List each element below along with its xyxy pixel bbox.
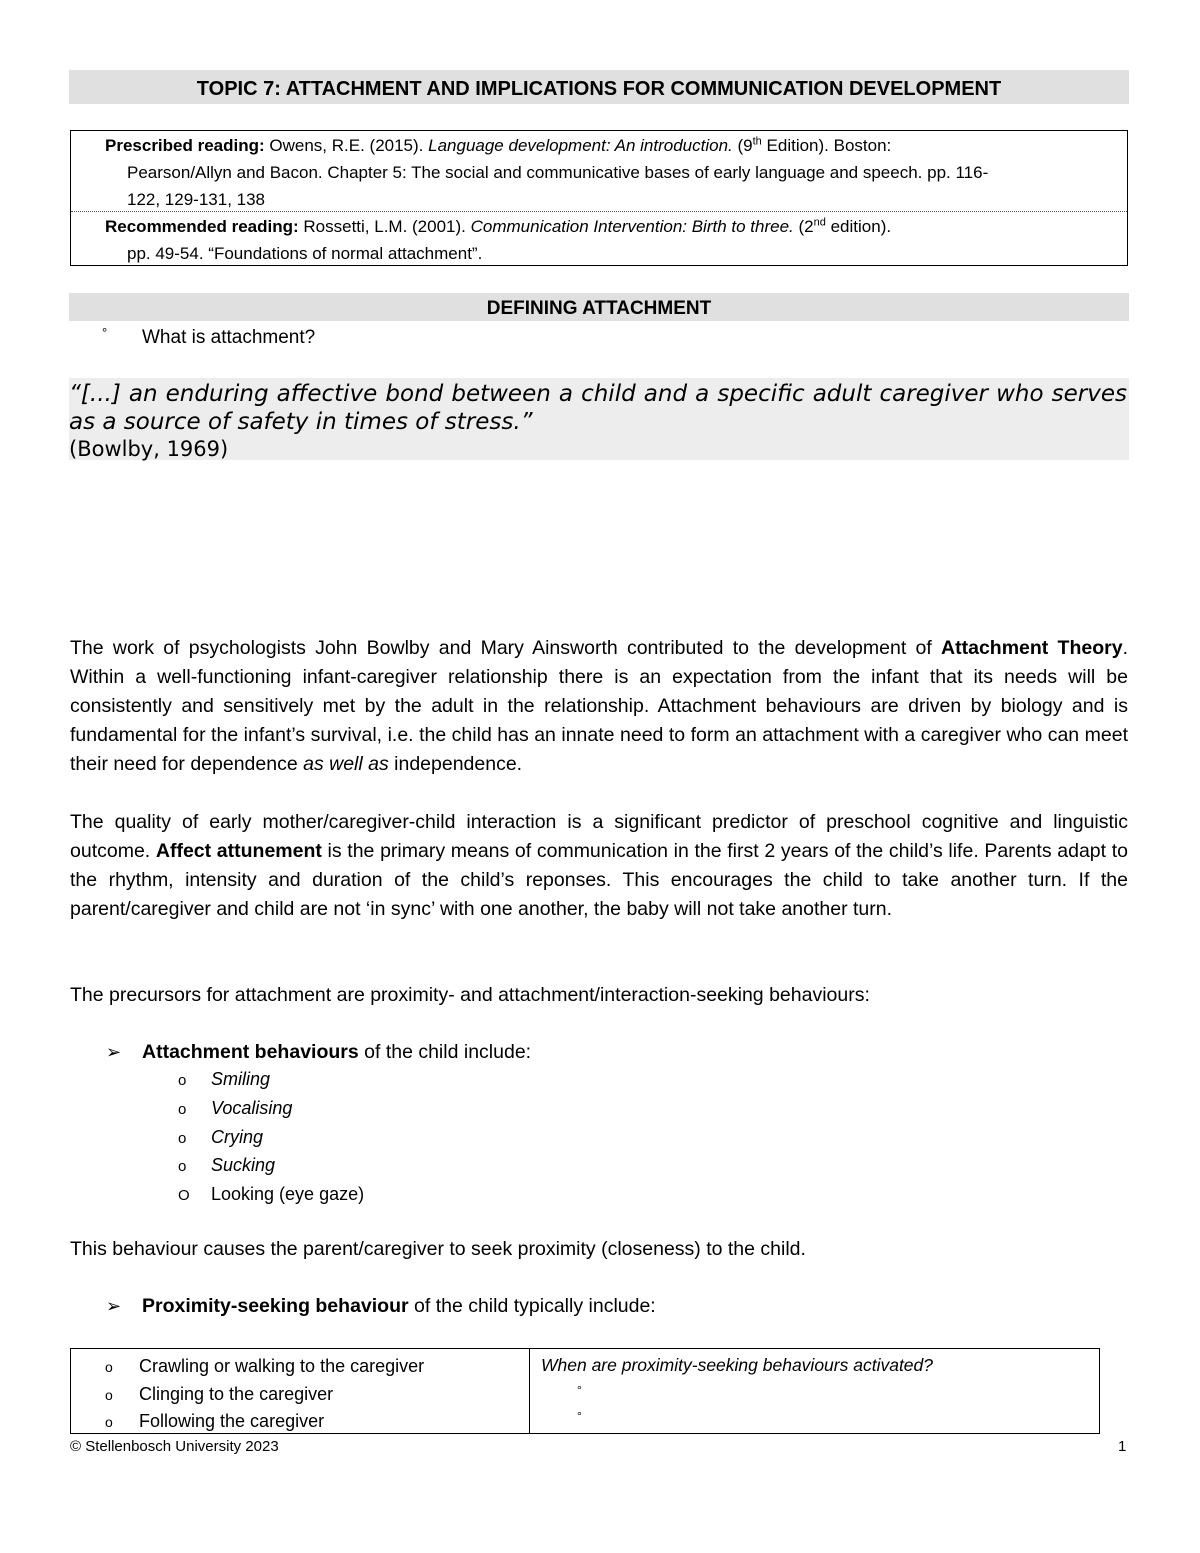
bowlby-quote: “[...] an enduring affective bond between a child and a specific adult caregiver who serves as a source of safety in times of stress.” bbox=[69, 381, 1127, 435]
circle-bullet-icon: o bbox=[105, 1386, 113, 1403]
recommended-book-title: Communication Intervention: Birth to three. bbox=[470, 217, 794, 236]
attachment-behaviours-list bbox=[178, 1066, 364, 1210]
proximity-behaviours-cell bbox=[71, 1349, 530, 1433]
list-item: o Crawling or walking to the caregiver bbox=[105, 1353, 529, 1381]
circle-bullet-icon: o bbox=[178, 1100, 187, 1118]
proximity-table bbox=[70, 1348, 1100, 1434]
page-number: 1 bbox=[1118, 1438, 1127, 1455]
circle-bullet-icon: o bbox=[178, 1129, 187, 1147]
list-item: o Sucking bbox=[178, 1152, 364, 1181]
recommended-reading-label: Recommended reading: bbox=[105, 217, 299, 236]
topic-title: TOPIC 7: ATTACHMENT AND IMPLICATIONS FOR COMMUNICATION DEVELOPMENT bbox=[69, 70, 1129, 104]
activation-question-cell bbox=[541, 1353, 933, 1429]
attachment-behaviours-heading: ➢ Attachment behaviours of the child include: bbox=[106, 1038, 531, 1066]
paragraph-affect-attunement: The quality of early mother/caregiver-child interaction is a significant predictor of preschool cognitive and linguistic outcome. Affect attunement is the primary means of communication in the first 2 years of the child’s life. Parents adapt to the rhythm, intensity and duration of the child’s reponses. This encourages the child to take another turn. If the parent/caregiver and child are not ‘in sync’ with one another, the baby will not take another turn. bbox=[70, 811, 1128, 920]
circle-bullet-icon: o bbox=[105, 1359, 113, 1375]
footer-copyright: © Stellenbosch University 2023 bbox=[70, 1438, 279, 1455]
activation-question: When are proximity-seeking behaviours activated? bbox=[541, 1355, 933, 1375]
proximity-behaviour-heading: ➢ Proximity-seeking behaviour of the child typically include: bbox=[106, 1292, 656, 1320]
section-title-defining-attachment: DEFINING ATTACHMENT bbox=[69, 293, 1129, 321]
list-item: o Vocalising bbox=[178, 1095, 364, 1124]
paragraph-attachment-theory: The work of psychologists John Bowlby and Mary Ainsworth contributed to the development of Attachment Theory. Within a well-functioning infant-caregiver relationship there is an expectation from the infant that its needs will be consistently and sensitively met by the adult in the relationship. Attachment behaviours are driven by biology and is fundamental for the infant’s survival, i.e. the child has an innate need to form an attachment with a caregiver who can meet their need for dependence as well as independence. bbox=[70, 637, 1128, 775]
reading-box bbox=[70, 130, 1128, 266]
list-item: o Crying bbox=[178, 1124, 364, 1153]
circle-bullet-icon: o bbox=[178, 1158, 187, 1176]
circle-bullet-icon: o bbox=[178, 1072, 187, 1089]
paragraph-precursors: The precursors for attachment are proximity- and attachment/interaction-seeking behaviours: bbox=[70, 984, 870, 1006]
recommended-reading-text: Recommended reading: Rossetti, L.M. (2001). Communication Intervention: Birth to three. (2nd edition). pp. 49-54. “Foundations of normal attachment”. bbox=[105, 216, 892, 263]
list-item: o Following the caregiver bbox=[105, 1408, 529, 1436]
list-item: o Clinging to the caregiver bbox=[105, 1381, 529, 1409]
quote-citation: (Bowlby, 1969) bbox=[69, 437, 229, 461]
prescribed-reading-label: Prescribed reading: bbox=[105, 136, 265, 155]
circle-bullet-icon: o bbox=[105, 1414, 113, 1430]
prescribed-reading-text: Prescribed reading: Owens, R.E. (2015). Language development: An introduction. (9th Edition). Boston: Pearson/Allyn and Bacon. Chapter 5: The social and communicative bases of early language and speech. pp. 116- 122, 129-131, 138 bbox=[105, 135, 989, 209]
bullet-icon: ° bbox=[102, 325, 108, 340]
bullet-icon: ° bbox=[577, 1383, 582, 1397]
list-item: o Smiling bbox=[178, 1066, 364, 1095]
arrow-bullet-icon: ➢ bbox=[106, 1296, 122, 1316]
bowlby-quote-box bbox=[69, 378, 1129, 460]
prescribed-reading bbox=[71, 131, 1127, 212]
list-item: O Looking (eye gaze) bbox=[178, 1181, 364, 1210]
arrow-bullet-icon: ➢ bbox=[106, 1042, 122, 1062]
attachment-question: ° What is attachment? bbox=[102, 325, 316, 348]
paragraph-proximity: This behaviour causes the parent/caregiver to seek proximity (closeness) to the child. bbox=[70, 1238, 806, 1260]
bullet-icon: ° bbox=[577, 1409, 582, 1423]
circle-bullet-icon: O bbox=[178, 1187, 190, 1205]
prescribed-book-title: Language development: An introduction. bbox=[428, 136, 733, 155]
